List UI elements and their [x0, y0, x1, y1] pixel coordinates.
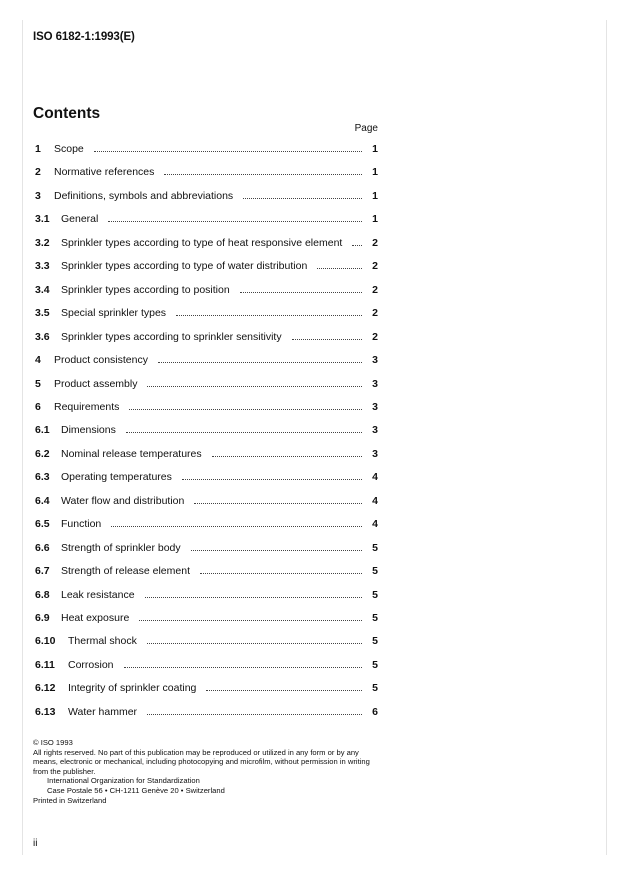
toc-entry-page: 3	[372, 424, 378, 436]
printed-in-line: Printed in Switzerland	[33, 795, 107, 805]
toc-entry-page: 1	[372, 213, 378, 225]
toc-entry-number: 3.2	[35, 237, 50, 249]
toc-leader-dots	[145, 587, 362, 598]
toc-leader-dots	[176, 305, 362, 316]
toc-leader-dots	[111, 516, 362, 527]
toc-entry	[35, 352, 378, 368]
toc-entry-page: 2	[372, 307, 378, 319]
toc-entry	[35, 469, 378, 485]
toc-entry-page: 5	[372, 682, 378, 694]
toc-entry-page: 5	[372, 612, 378, 624]
toc-entry-number: 6.3	[35, 471, 50, 483]
scan-edge-left	[22, 20, 23, 855]
toc-entry-number: 6.4	[35, 495, 50, 507]
rights-statement: All rights reserved. No part of this publication may be reproduced or utilized in any form or by any means, electronic or mechanical, including photocopying and microfilm, without permission in writing from the publisher.	[33, 747, 370, 776]
toc-entry-title: Thermal shock	[68, 635, 137, 647]
toc-entry-page: 4	[372, 518, 378, 530]
toc-leader-dots	[158, 352, 362, 363]
page-column-label: Page	[354, 123, 378, 134]
toc-entry-number: 3.4	[35, 284, 50, 296]
toc-entry-page: 6	[372, 706, 378, 718]
toc-entry-number: 6.11	[35, 659, 55, 671]
toc-entry-number: 6.7	[35, 565, 50, 577]
toc-entry-number: 4	[35, 354, 41, 366]
toc-entry	[35, 235, 378, 251]
toc-entry-title: Operating temperatures	[61, 471, 172, 483]
toc-leader-dots	[206, 680, 362, 691]
toc-entry-title: Nominal release temperatures	[61, 448, 202, 460]
contents-heading: Contents	[33, 105, 101, 122]
toc-entry-page: 2	[372, 260, 378, 272]
toc-entry	[35, 516, 378, 532]
toc-leader-dots	[243, 188, 362, 199]
toc-entry-title: Definitions, symbols and abbreviations	[54, 190, 234, 202]
toc-entry-title: Function	[61, 518, 102, 530]
toc-entry	[35, 164, 378, 180]
organization-address: Case Postale 56 • CH-1211 Genève 20 • Switzerland	[47, 785, 225, 795]
toc-leader-dots	[317, 258, 362, 269]
toc-entry	[35, 610, 378, 626]
toc-entry-title: Special sprinkler types	[61, 307, 167, 319]
toc-leader-dots	[126, 422, 362, 433]
toc-entry-page: 1	[372, 166, 378, 178]
toc-entry	[35, 211, 378, 227]
toc-entry-number: 3.5	[35, 307, 50, 319]
copyright-symbol-line: © ISO 1993	[33, 738, 73, 747]
toc-entry-number: 1	[35, 143, 41, 155]
toc-entry-number: 6.5	[35, 518, 50, 530]
toc-entry-number: 2	[35, 166, 41, 178]
toc-entry-page: 5	[372, 659, 378, 671]
toc-leader-dots	[164, 164, 362, 175]
toc-entry-page: 3	[372, 378, 378, 390]
toc-entry-title: Water flow and distribution	[61, 495, 185, 507]
toc-entry-number: 5	[35, 378, 41, 390]
toc-entry	[35, 680, 378, 696]
toc-entry	[35, 399, 378, 415]
toc-entry-title: Requirements	[54, 401, 120, 413]
toc-entry-number: 6.9	[35, 612, 50, 624]
toc-entry-title: Normative references	[54, 166, 155, 178]
toc-entry-page: 2	[372, 331, 378, 343]
toc-entry-page: 5	[372, 565, 378, 577]
toc-entry	[35, 422, 378, 438]
toc-entry-number: 6.2	[35, 448, 50, 460]
toc-entry-title: Sprinkler types according to type of heat responsive element	[61, 237, 343, 249]
toc-entry	[35, 704, 378, 720]
toc-entry-number: 6.13	[35, 706, 56, 718]
toc-entry-page: 3	[372, 448, 378, 460]
toc-entry-title: Strength of sprinkler body	[61, 542, 181, 554]
toc-leader-dots	[147, 633, 362, 644]
toc-leader-dots	[240, 282, 362, 293]
toc-entry-title: Integrity of sprinkler coating	[68, 682, 197, 694]
toc-entry	[35, 446, 378, 462]
toc-leader-dots	[108, 211, 362, 222]
toc-entry	[35, 540, 378, 556]
toc-entry-number: 6.8	[35, 589, 50, 601]
toc-entry-title: Product consistency	[54, 354, 148, 366]
toc-entry	[35, 305, 378, 321]
toc-entry-page: 3	[372, 354, 378, 366]
toc-entry-page: 1	[372, 143, 378, 155]
toc-entry	[35, 633, 378, 649]
toc-leader-dots	[182, 469, 362, 480]
toc-entry-page: 4	[372, 471, 378, 483]
toc-entry-page: 1	[372, 190, 378, 202]
toc-entry	[35, 493, 378, 509]
copyright-notice	[33, 738, 383, 805]
toc-leader-dots	[147, 704, 362, 715]
toc-leader-dots	[129, 399, 362, 410]
toc-leader-dots	[139, 610, 362, 621]
toc-entry-title: Sprinkler types according to type of water distribution	[61, 260, 308, 272]
toc-entry-number: 3.1	[35, 213, 50, 225]
toc-leader-dots	[194, 493, 362, 504]
toc-entry-number: 6.1	[35, 424, 50, 436]
toc-entry-page: 4	[372, 495, 378, 507]
scan-edge-right	[606, 20, 607, 855]
toc-entry	[35, 587, 378, 603]
toc-entry-page: 5	[372, 589, 378, 601]
toc-entry-page: 3	[372, 401, 378, 413]
toc-leader-dots	[94, 141, 362, 152]
toc-leader-dots	[292, 329, 362, 340]
toc-entry-title: Leak resistance	[61, 589, 135, 601]
toc-leader-dots	[352, 235, 362, 246]
toc-entry-number: 6.12	[35, 682, 56, 694]
toc-entry-title: Dimensions	[61, 424, 116, 436]
toc-entry-title: Sprinkler types according to position	[61, 284, 230, 296]
toc-leader-dots	[191, 540, 362, 551]
toc-entry-title: Water hammer	[68, 706, 138, 718]
toc-entry-number: 6.6	[35, 542, 50, 554]
toc-entry-title: Scope	[54, 143, 84, 155]
toc-entry	[35, 188, 378, 204]
toc-entry	[35, 282, 378, 298]
toc-entry-number: 6	[35, 401, 41, 413]
document-identifier: ISO 6182-1:1993(E)	[33, 31, 135, 43]
toc-entry-page: 2	[372, 237, 378, 249]
organization-name: International Organization for Standardization	[47, 776, 200, 786]
toc-entry-title: Sprinkler types according to sprinkler sensitivity	[61, 331, 282, 343]
toc-entry	[35, 329, 378, 345]
toc-leader-dots	[212, 446, 362, 457]
toc-leader-dots	[124, 657, 362, 668]
toc-leader-dots	[200, 563, 362, 574]
toc-entry-number: 3.3	[35, 260, 50, 272]
toc-entry-number: 3	[35, 190, 41, 202]
toc-entry-title: Product assembly	[54, 378, 138, 390]
toc-entry-title: Corrosion	[68, 659, 114, 671]
toc-leader-dots	[147, 376, 362, 387]
toc-entry-title: General	[61, 213, 99, 225]
toc-entry-number: 6.10	[35, 635, 56, 647]
toc-entry	[35, 563, 378, 579]
toc-entry-page: 5	[372, 635, 378, 647]
toc-entry-title: Heat exposure	[61, 612, 130, 624]
toc-entry	[35, 141, 378, 157]
toc-entry-page: 2	[372, 284, 378, 296]
toc-entry	[35, 657, 378, 673]
toc-entry-title: Strength of release element	[61, 565, 190, 577]
toc-entry-page: 5	[372, 542, 378, 554]
page-number: ii	[33, 838, 38, 849]
toc-entry-number: 3.6	[35, 331, 50, 343]
toc-entry	[35, 376, 378, 392]
toc-entry	[35, 258, 378, 274]
